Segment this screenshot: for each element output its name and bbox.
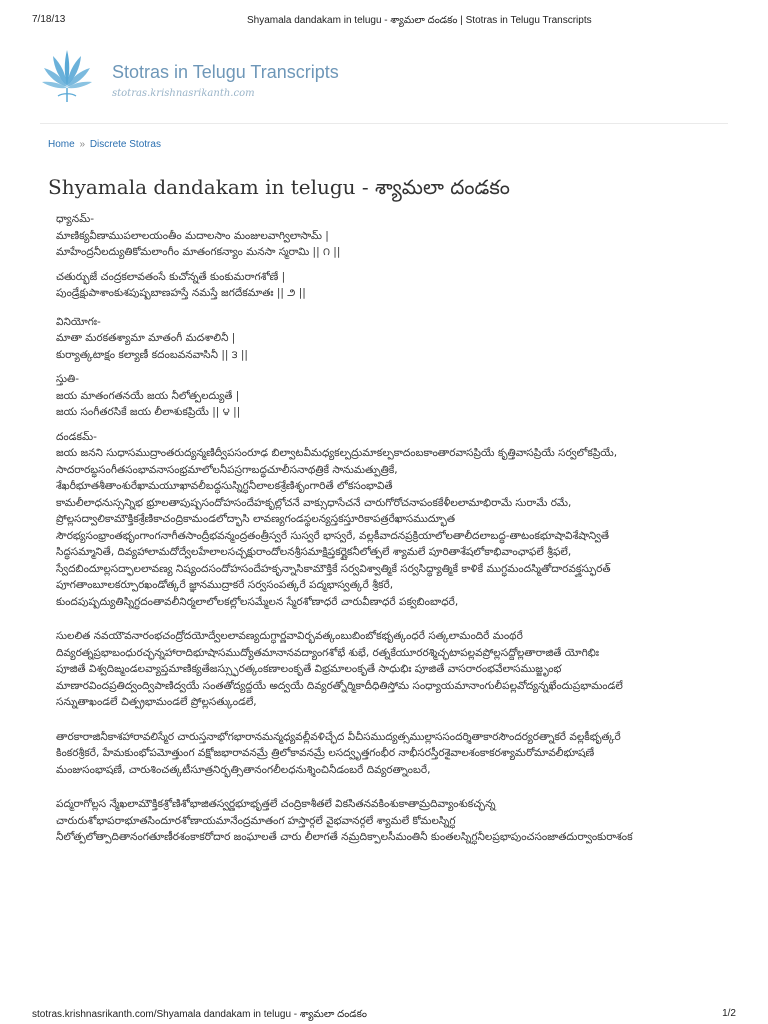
stanza-dhyanam xyxy=(56,211,736,261)
stanza-line: సులలిత నవయౌవనారంభచంద్రోదయోద్వేలలావణ్యదుగ్ధార్ణవావిర్భవత్కంబుబింబోకభృత్కంధరే సత్కలామందిరే మంథరే xyxy=(56,630,523,642)
breadcrumb-category-link[interactable]: Discrete Stotras xyxy=(89,139,161,150)
stanza-line: కింకరశ్రీకరే, హేమకుంభోపమోత్తుంగ వక్షోజభారావనమ్రే త్రిలోకావనమ్రే లసద్వృత్తగంభీర నాభీసరస్తీరశైవాలశంకాకరశ్యామరోమావలీభూషణే xyxy=(56,747,595,759)
lotus-icon[interactable] xyxy=(40,46,94,104)
stanza-dandakam-2 xyxy=(56,628,736,711)
stanza-line: సౌరభ్యసంభ్రాంతభృంగాంగనాగీతసాంద్రీభవన్మంద్రతంత్రీస్వరే సుస్వరే భాస్వరే, వల్లకీవాదనప్రక్రియాలోలతాలీదలాబద్ధ-తాటంకభూషావిశేషాన్వితే xyxy=(56,529,610,542)
breadcrumb-separator: » xyxy=(79,139,86,150)
breadcrumb-home-link[interactable]: Home xyxy=(48,139,75,150)
stanza-line: సిద్ధసమ్మానితే, దివ్యహాలామదోద్వేలహేలాలసచ్చక్షురాందోలనశ్రీసమాక్షిప్తకర్ణైకనీలోత్పలే శ్యామలే పూరితాశేషలోకాభివాంఛాఫలే శ్రీఫలే, xyxy=(56,546,572,558)
stanza-line: తారకారాజినీకాశహారావలిస్మేర చారుస్తనాభోగభారానమన్మధ్యవల్లీవళిచ్ఛేద వీచీసముద్యత్సముల్లాససందర్శితాకారసౌందర్యరత్నాకరే వల్లకీభృత్కరే xyxy=(56,730,621,743)
stanza-line: కామలీలాధనుస్సన్నిభ భ్రూలతాపుష్పసందోహసందేహకృల్లోచనే వాక్సుధాసేచనే చారుగోరోచనాపంకకేళీలలామాభిరామే సురామే రమే, xyxy=(56,496,572,509)
site-subtitle: stotras.krishnasrikanth.com xyxy=(112,88,255,99)
stanza-line: దండకమ్- xyxy=(56,430,97,443)
stanza-line: కుందపుష్పద్యుతిస్నిగ్ధదంతావలీనిర్మలాలోలకల్లోలసమ్మేలన స్మేరశోణాధరే చారువీణాధరే పక్వబింబాధరే, xyxy=(56,595,459,608)
stanza-line: పూజితే విశ్వదిఙ్మండలవ్యాప్తమాణిక్యతేజస్స్ఫురత్కంకణాలంకృతే విభ్రమాలంకృతే సాధుభిః పూజితే వాసరారంభవేలాసముజ్జృంభ xyxy=(56,663,562,675)
stanza-line: పద్మరాగోల్లస న్మేఖలామౌక్తికశ్రోణిశోభాజితస్వర్ణభూభృత్తలే చంద్రికాశీతలే వికసితనవకింశుకాతామ్రదివ్యాంశుకచ్ఛన్న xyxy=(56,798,496,810)
stanza-line: సాదరారబ్ధసంగీతసంభావనాసంభ్రమాలోలనీపస్రగాబద్ధచూలీసనాథత్రికే సానుమత్పుత్రికే, xyxy=(56,463,398,476)
stanza-line: మంజుసంభాషణే, చారుశించత్కటీసూత్రనిర్భత్సితానంగలీలధనుశ్శించినీడంబరే దివ్యరత్నాంబరే, xyxy=(56,763,431,776)
stanza-dandakam-3 xyxy=(56,729,736,779)
site-header xyxy=(40,44,440,114)
stanza-dandakam-4 xyxy=(56,796,736,846)
stanza-line: మాణిక్యవీణాముపలాలయంతీం మదాలసాం మంజులవాగ్విలాసామ్ | xyxy=(56,229,329,242)
header-divider xyxy=(40,123,728,124)
stanza-line: నీలోత్పలోత్పాదితానంగతూణీరశంకాకరోదార జంఘాలతే చారు లీలాగతే నమ్రదిక్పాలసీమంతినీ కుంతలస్నిగ్ధనీలప్రభాపుంచసంజాతదుర్వాంకురాశంక xyxy=(56,831,633,843)
stanza-stuti xyxy=(56,371,736,421)
stanza-chaturbhuje xyxy=(56,269,736,302)
stanza-line: మాహేంద్రనీలద్యుతికోమలాంగీం మాతంగకన్యాం మనసా స్మరామి || ౧ || xyxy=(56,246,341,258)
stanza-line: జయ మాతంగతనయే జయ నీలోత్పలద్యుతే | xyxy=(56,389,240,402)
print-header xyxy=(32,14,736,28)
stanza-line: జయ సంగీతరసికే జయ లీలాశుకప్రియే || ౪ || xyxy=(56,406,241,418)
breadcrumb xyxy=(48,139,161,150)
stanza-line: వినియోగః- xyxy=(56,315,101,328)
print-page-number: 1/2 xyxy=(722,1008,736,1019)
print-date: 7/18/13 xyxy=(32,14,66,25)
stanza-line: శేఖరీభూతశీతాంశురేఖామయూఖావలీబద్ధసుస్నిగ్ధనీలాలకశ్రేణిశృంగారితే లోకసంభావితే xyxy=(56,480,393,492)
stanza-line: ప్రోల్లసద్వాలికామౌక్తికశ్రేణికాచంద్రికామండలోద్భాసి లావణ్యగండస్థలన్యస్తకస్తూరికాపత్రరేఖాసముద్భూత xyxy=(56,513,456,525)
post-content xyxy=(56,211,736,858)
stanza-viniyogah xyxy=(56,314,736,364)
stanza-line: స్తుతి- xyxy=(56,373,80,385)
stanza-line: పుండ్రేక్షుపాశాంకుశపుష్పబాణహస్తే నమస్తే జగదేకమాతః || ౨ || xyxy=(56,287,306,299)
stanza-line: ధ్యానమ్- xyxy=(56,213,94,225)
stanza-line: పూగతాంబూలకర్పూరఖండోత్కరే జ్ఞానముద్రాకరే సర్వసంపత్కరే పద్మభాస్వత్కరే శ్రీకరే, xyxy=(56,579,394,591)
site-title[interactable]: Stotras in Telugu Transcripts xyxy=(112,62,339,82)
stanza-line: మాతా మరకతశ్యామా మాతంగీ మదశాలినీ | xyxy=(56,332,236,344)
stanza-line: చతుర్భుజే చంద్రకలావతంసే కుచోన్నతే కుంకుమరాగశోణే | xyxy=(56,270,286,283)
stanza-line: చారురుశోభాపరాభూతసిందూరశోణాయమానేంద్రమాతంగ హస్తార్గలే వైభవానర్గలే శ్యామలే కోమలస్నిగ్ధ xyxy=(56,814,456,827)
print-page-title: Shyamala dandakam in telugu - శ్యామలా దండకం | Stotras in Telugu Transcripts xyxy=(247,15,592,26)
post-title: Shyamala dandakam in telugu - శ్యామలా దండకం xyxy=(48,175,510,199)
stanza-line: జయ జనని సుధాసముద్రాంతరుద్యన్మణిద్వీపసంరూఢ బిల్వాటవీమధ్యకల్పద్రుమాకల్పకాదంబకాంతారవాసప్రియే కృత్తివాసప్రియే సర్వలోకప్రియే, xyxy=(56,447,618,459)
stanza-line: సన్నుతాఖండలే చిత్ప్రభామండలే ప్రోల్లసత్కుండలే, xyxy=(56,696,257,708)
stanza-line: దివ్యరత్నప్రభాబంధురచ్ఛన్నహారాదిభూషాసముద్యోతమానానవద్యాంగశోభే శుభే, రత్నకేయూరరశ్మిచ్ఛటాపల్లవప్రోల్లసద్దోల్లతారాజితే యోగిభిః xyxy=(56,646,599,659)
print-footer-url: stotras.krishnasrikanth.com/Shyamala dandakam in telugu - శ్యామలా దండకం xyxy=(32,1009,367,1020)
stanza-line: మాణారవిందప్రతిద్వంద్విపాణిద్వయే సంతతోద్యద్దయే అద్వయే దివ్యరత్నోర్మికాదీధితిస్తోమ సంధ్యాయమానాంగులీపల్లవోద్యన్నఖేందుప్రభామండలే xyxy=(56,679,623,692)
stanza-line: కుర్యాత్కటాక్షం కల్యాణీ కదంబవనవాసినీ || ౩ || xyxy=(56,348,248,361)
stanza-dandakam-1 xyxy=(56,429,736,611)
stanza-line: స్వేదబిందూల్లసద్ఫాలలావణ్య నిష్యందసందోహసందేహకృన్నాసికామౌక్తికే సర్వవిశ్వాత్మికే సర్వసిద్ధ్యాత్మికే కాళికే ముగ్ధమందస్మితోదారవక్త్రస్ఫురత్ xyxy=(56,562,611,575)
